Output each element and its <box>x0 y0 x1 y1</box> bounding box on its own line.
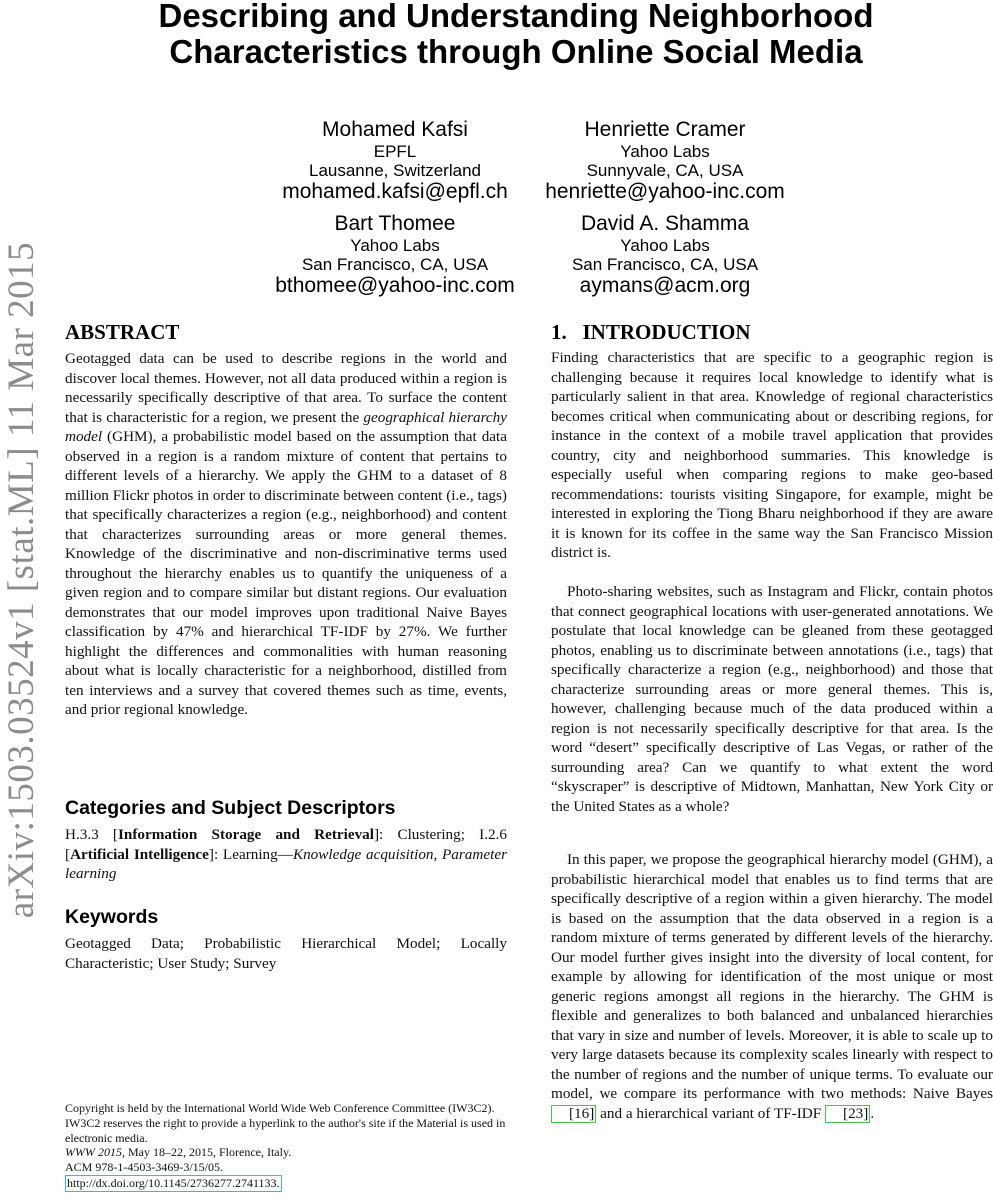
author-email: mohamed.kafsi@epfl.ch <box>282 180 508 203</box>
citation-link[interactable]: [16] <box>551 1105 596 1123</box>
author-name: Bart Thomee <box>334 212 456 235</box>
introduction-paragraph-3 <box>551 850 993 1123</box>
paragraph-3-mid: and a hierarchical variant of TF-IDF <box>596 1104 826 1122</box>
abstract-emphasis: geographical hierarchy model <box>65 408 508 445</box>
category-2-rest: ]: Learning— <box>208 845 293 863</box>
copyright-statement: Copyright is held by the International World Wide Web Conference Committee (IW3C2). IW3C2 reserves the right to provide a hyperlink to the author's site if the Material is used in electronic media. <box>65 1101 506 1145</box>
keywords-heading: Keywords <box>65 906 159 928</box>
author-name: David A. Shamma <box>580 212 750 235</box>
introduction-title: INTRODUCTION <box>582 320 751 344</box>
author-name: Mohamed Kafsi <box>322 118 468 141</box>
conference-name: WWW 2015, <box>65 1145 125 1160</box>
category-1-code: H.3.3 [ <box>65 826 118 843</box>
category-1-title: Information Storage and Retrieval <box>118 826 374 843</box>
introduction-number: 1. <box>551 320 567 344</box>
paragraph-3-end: . <box>870 1104 875 1122</box>
author-block <box>525 212 805 297</box>
author-email: aymans@acm.org <box>579 274 751 297</box>
category-2-code: I.2.6 [ <box>65 826 507 863</box>
arxiv-identifier: arXiv:1503.03524v1 [stat.ML] 11 Mar 2015 <box>1 241 42 919</box>
abstract-text-part-2: (GHM), a probabilistic model based on the assumption that data observed in a region is a random mixture of content that pertains to different levels of a hierarchy. We apply the GHM to a dataset of 8 million Flickr photos in order to discriminate between content (i.e., tags) that specifically characterizes a region (e.g., neighborhood) and content that characterizes surrounding areas or more general themes. Knowledge of the discriminative and non-discriminative terms used throughout the hierarchy enables us to quantify the uniqueness of a given region and to compare similar but distant regions. Our evaluation demonstrates that our model improves upon traditional Naive Bayes classification by 47% and hierarchical TF-IDF by 27%. We further highlight the differences and commonalities with human reasoning about what is locally characteristic for a neighborhood, distilled from ten interviews and a survey that covered themes such as time, events, and prior regional knowledge. <box>65 428 507 718</box>
category-2-title: Artificial Intelligence <box>70 845 209 863</box>
author-name: Henriette Cramer <box>584 118 746 141</box>
author-affiliation: EPFL <box>373 142 417 161</box>
author-location: San Francisco, CA, USA <box>571 255 759 274</box>
abstract-text-part-1: Geotagged data can be used to describe regions in the world and discover local themes. However, not all data produced within a region is necessarily specifically descriptive of that area. To surface the content that is characteristic for a region, we present the <box>65 350 507 426</box>
author-block <box>255 118 535 203</box>
category-1-rest: ]: Clustering; <box>374 826 465 843</box>
abstract-heading: ABSTRACT <box>65 320 180 344</box>
author-email: henriette@yahoo-inc.com <box>545 180 785 203</box>
abstract-text <box>65 349 507 720</box>
acm-isbn: ACM 978-1-4503-3469-3/15/05. <box>65 1160 223 1175</box>
categories-text <box>65 825 507 884</box>
author-affiliation: Yahoo Labs <box>620 236 710 255</box>
author-affiliation: Yahoo Labs <box>620 142 710 161</box>
copyright-notice <box>65 1101 510 1192</box>
citation-link[interactable]: [23] <box>825 1105 870 1123</box>
author-block <box>255 212 535 297</box>
category-2-emphasis: Knowledge acquisition, Parameter learning <box>65 845 507 882</box>
paper-title-line-2: Characteristics through Online Social Media <box>169 33 863 70</box>
author-location: Sunnyvale, CA, USA <box>586 161 744 180</box>
doi-link[interactable]: http://dx.doi.org/10.1145/2736277.2741133. <box>67 1175 280 1190</box>
categories-heading: Categories and Subject Descriptors <box>65 797 396 819</box>
conference-date: May 18–22, 2015, Florence, Italy. <box>125 1145 292 1160</box>
keywords-text: Geotagged Data; Probabilistic Hierarchical Model; Locally Characteristic; User Study; Survey <box>65 935 507 972</box>
conference-venue <box>65 1145 510 1160</box>
author-location: Lausanne, Switzerland <box>308 161 481 180</box>
author-block <box>525 118 805 203</box>
introduction-heading <box>551 320 751 344</box>
introduction-paragraph-1: Finding characteristics that are specific to a geographic region is challenging because it requires local knowledge to identify what is particularly salient in that area. Knowledge of regional characteristics becomes critical when communicating about or describing regions, for instance in the context of a mobile travel application that provides country, city and neighborhood summaries. This knowledge is especially useful when comparing regions to make geo-based recommendations: tourists visiting Singapore, for example, might be interested in exploring the Tiong Bharu neighborhood if they are aware it is known for its coffee in the same way the San Francisco Mission district is. <box>551 349 993 561</box>
author-email: bthomee@yahoo-inc.com <box>275 274 515 297</box>
author-location: San Francisco, CA, USA <box>301 255 489 274</box>
paper-title-line-1: Describing and Understanding Neighborhood <box>158 0 874 34</box>
paragraph-3-text: In this paper, we propose the geographical hierarchy model (GHM), a probabilistic hierarchical model that enables us to find terms that are specifically descriptive of a region within a given hierarchy. The model is based on the assumption that the data observed in a region is a random mixture of terms generated by different levels of the hierarchy. Our model further gives insight into the diversity of local content, for example by allowing for identification of the most unique or most generic regions amongst all regions in the hierarchy. The GHM is flexible and generalizes to both balanced and unbalanced hierarchies that vary in size and number of levels. Moreover, it is able to scale up to very large datasets because its complexity scales linearly with respect to the number of regions and the number of unique terms. To evaluate our model, we compare its performance with two methods: Naive Bayes <box>551 851 993 1102</box>
paper-title <box>0 0 993 70</box>
author-affiliation: Yahoo Labs <box>350 236 440 255</box>
introduction-paragraph-2: Photo-sharing websites, such as Instagram and Flickr, contain photos that connect geographical locations with user-generated annotations. We postulate that local knowledge can be gleaned from these geotagged photos, enabling us to discriminate between annotations (i.e., tags) that specifically characterize a region (e.g., neighborhood) and those that characterize surrounding areas or more general themes. This is, however, challenging because much of the data produced within a region is not necessarily specifically descriptive for that area. Is the word “desert” specifically descriptive of Las Vegas, or rather of the surrounding area? Can we quantify to what extent the word “skyscraper” is descriptive of Midtown, Manhattan, New York City or the United States as a whole? <box>551 583 993 815</box>
